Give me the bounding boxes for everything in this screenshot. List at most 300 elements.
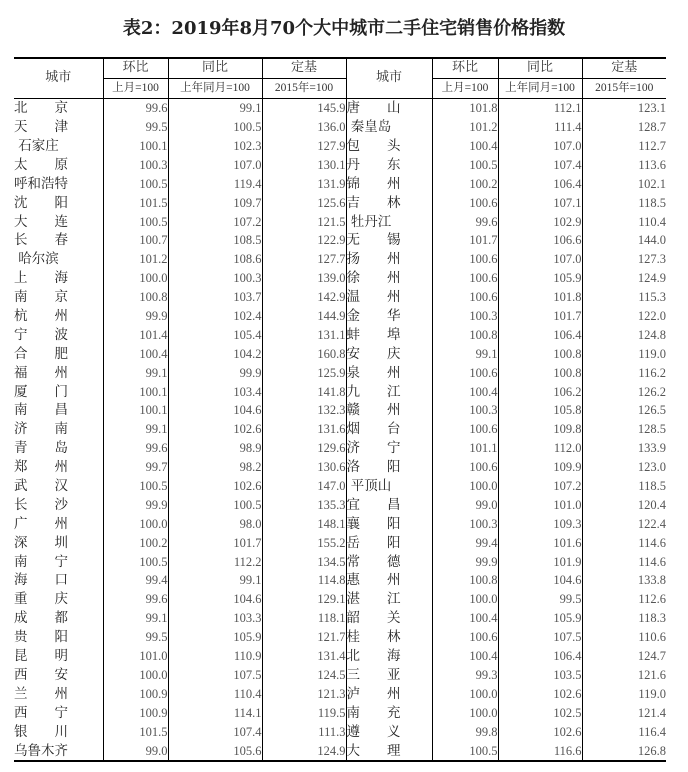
city-name-right: 吉 林 [346,193,432,212]
fixed-value-left: 136.0 [262,118,346,137]
price-index-table [14,57,666,762]
table-row [14,571,666,590]
mom-value-right: 99.3 [432,666,498,685]
city-name-right: 泸 州 [346,684,432,703]
fixed-value-left: 155.2 [262,533,346,552]
header-city-right: 城市 [346,58,432,98]
yoy-value-right: 101.8 [498,288,582,307]
fixed-value-right: 126.8 [582,741,666,761]
table-row [14,250,666,269]
yoy-value-left: 102.3 [168,137,262,156]
mom-value-right: 100.3 [432,401,498,420]
yoy-value-right: 106.4 [498,647,582,666]
header-mom-base-right: 上月=100 [432,78,498,98]
header-fixed-base-right: 2015年=100 [582,78,666,98]
city-name-right: 唐 山 [346,98,432,117]
yoy-value-left: 103.3 [168,609,262,628]
fixed-value-right: 116.2 [582,363,666,382]
table-row [14,212,666,231]
yoy-value-right: 116.6 [498,741,582,761]
yoy-value-left: 103.7 [168,288,262,307]
city-name-left: 昆 明 [14,648,68,665]
fixed-value-right: 123.1 [582,98,666,117]
yoy-value-right: 104.6 [498,571,582,590]
city-name-right: 徐 州 [346,269,432,288]
yoy-value-right: 101.6 [498,533,582,552]
mom-value-left: 100.0 [103,269,168,288]
yoy-value-left: 100.5 [168,118,262,137]
mom-value-right: 100.4 [432,609,498,628]
yoy-value-right: 109.8 [498,420,582,439]
fixed-value-left: 145.9 [262,98,346,117]
city-name-right: 丹 东 [346,155,432,174]
mom-value-left: 101.5 [103,722,168,741]
city-name-left: 哈尔滨 [14,251,59,268]
yoy-value-left: 112.2 [168,552,262,571]
mom-value-left: 101.5 [103,193,168,212]
city-name-right: 牡丹江 [346,212,432,231]
mom-value-right: 101.2 [432,118,498,137]
city-name-left: 成 都 [14,610,68,627]
mom-value-right: 99.6 [432,212,498,231]
fixed-value-left: 134.5 [262,552,346,571]
fixed-value-left: 124.5 [262,666,346,685]
city-name-left: 郑 州 [14,459,68,476]
fixed-value-left: 111.3 [262,722,346,741]
fixed-value-left: 131.1 [262,325,346,344]
city-name-left: 福 州 [14,364,68,381]
mom-value-left: 100.2 [103,533,168,552]
city-name-left: 南 京 [14,289,68,306]
yoy-value-left: 107.4 [168,722,262,741]
mom-value-left: 99.4 [103,571,168,590]
header-mom-left: 环比 [103,58,168,78]
city-name-right: 平顶山 [346,477,432,496]
yoy-value-left: 102.6 [168,420,262,439]
mom-value-right: 100.6 [432,250,498,269]
city-name-left: 大 连 [14,213,68,230]
mom-value-right: 100.3 [432,514,498,533]
yoy-value-right: 107.1 [498,193,582,212]
city-name-right: 湛 江 [346,590,432,609]
mom-value-right: 101.1 [432,439,498,458]
mom-value-right: 100.2 [432,174,498,193]
mom-value-left: 99.7 [103,458,168,477]
yoy-value-right: 105.8 [498,401,582,420]
mom-value-left: 99.1 [103,363,168,382]
fixed-value-left: 118.1 [262,609,346,628]
yoy-value-left: 98.2 [168,458,262,477]
mom-value-right: 99.9 [432,552,498,571]
mom-value-left: 100.3 [103,155,168,174]
yoy-value-left: 100.3 [168,269,262,288]
mom-value-right: 100.6 [432,420,498,439]
table-row [14,552,666,571]
table-row [14,647,666,666]
yoy-value-right: 107.0 [498,250,582,269]
table-row [14,401,666,420]
mom-value-right: 100.5 [432,155,498,174]
mom-value-right: 100.4 [432,647,498,666]
city-name-right: 温 州 [346,288,432,307]
yoy-value-left: 107.2 [168,212,262,231]
yoy-value-left: 104.6 [168,401,262,420]
mom-value-left: 100.0 [103,666,168,685]
table-row [14,684,666,703]
city-name-left: 青 岛 [14,440,68,457]
yoy-value-right: 100.8 [498,344,582,363]
fixed-value-right: 110.4 [582,212,666,231]
table-row [14,495,666,514]
yoy-value-right: 106.6 [498,231,582,250]
fixed-value-left: 139.0 [262,269,346,288]
city-name-right: 包 头 [346,137,432,156]
city-name-left: 长 春 [14,232,68,249]
yoy-value-left: 103.4 [168,382,262,401]
yoy-value-right: 102.9 [498,212,582,231]
yoy-value-right: 106.2 [498,382,582,401]
fixed-value-left: 144.9 [262,307,346,326]
table-row [14,231,666,250]
table-row [14,325,666,344]
mom-value-left: 100.7 [103,231,168,250]
fixed-value-left: 127.7 [262,250,346,269]
mom-value-left: 100.5 [103,174,168,193]
fixed-value-left: 121.5 [262,212,346,231]
city-name-right: 南 充 [346,703,432,722]
table-row [14,703,666,722]
mom-value-right: 101.8 [432,98,498,117]
mom-value-left: 100.5 [103,477,168,496]
mom-value-left: 100.5 [103,552,168,571]
table-row [14,590,666,609]
city-name-left: 深 圳 [14,534,68,551]
mom-value-right: 100.6 [432,628,498,647]
city-name-left: 海 口 [14,572,68,589]
mom-value-left: 101.4 [103,325,168,344]
mom-value-right: 99.1 [432,344,498,363]
mom-value-right: 100.8 [432,571,498,590]
yoy-value-left: 110.4 [168,684,262,703]
header-yoy-left: 同比 [168,58,262,78]
table-row [14,420,666,439]
yoy-value-right: 102.6 [498,722,582,741]
yoy-value-right: 106.4 [498,325,582,344]
yoy-value-left: 107.0 [168,155,262,174]
fixed-value-left: 147.0 [262,477,346,496]
city-name-right: 蚌 埠 [346,325,432,344]
fixed-value-right: 114.6 [582,533,666,552]
yoy-value-right: 102.6 [498,684,582,703]
mom-value-left: 101.0 [103,647,168,666]
city-name-left: 兰 州 [14,685,68,702]
yoy-value-right: 111.4 [498,118,582,137]
city-name-left: 天 津 [14,119,68,136]
city-name-right: 扬 州 [346,250,432,269]
city-name-left: 沈 阳 [14,194,68,211]
fixed-value-right: 119.0 [582,684,666,703]
mom-value-left: 99.6 [103,590,168,609]
city-name-right: 大 理 [346,741,432,761]
city-name-right: 安 庆 [346,344,432,363]
yoy-value-right: 107.2 [498,477,582,496]
city-name-right: 常 德 [346,552,432,571]
mom-value-left: 100.1 [103,382,168,401]
fixed-value-left: 130.1 [262,155,346,174]
fixed-value-right: 124.8 [582,325,666,344]
mom-value-left: 99.6 [103,98,168,117]
fixed-value-right: 115.3 [582,288,666,307]
yoy-value-left: 98.0 [168,514,262,533]
mom-value-right: 100.3 [432,307,498,326]
yoy-value-left: 99.9 [168,363,262,382]
fixed-value-right: 112.7 [582,137,666,156]
fixed-value-right: 122.4 [582,514,666,533]
city-name-right: 锦 州 [346,174,432,193]
mom-value-right: 100.6 [432,363,498,382]
fixed-value-left: 131.4 [262,647,346,666]
city-name-right: 北 海 [346,647,432,666]
city-name-left: 合 肥 [14,345,68,362]
mom-value-left: 100.4 [103,344,168,363]
fixed-value-right: 118.5 [582,193,666,212]
mom-value-left: 100.0 [103,514,168,533]
city-name-left: 杭 州 [14,308,68,325]
city-name-right: 金 华 [346,307,432,326]
table-row [14,174,666,193]
mom-value-right: 100.8 [432,325,498,344]
mom-value-right: 100.0 [432,477,498,496]
city-name-left: 呼和浩特 [14,175,68,192]
header-row-2 [14,78,666,98]
table-row [14,628,666,647]
fixed-value-right: 133.8 [582,571,666,590]
mom-value-right: 100.5 [432,741,498,761]
city-name-right: 三 亚 [346,666,432,685]
mom-value-right: 100.4 [432,382,498,401]
city-name-left: 北 京 [14,100,68,117]
city-name-right: 桂 林 [346,628,432,647]
table-row [14,439,666,458]
table-row [14,118,666,137]
mom-value-left: 99.9 [103,495,168,514]
yoy-value-left: 99.1 [168,98,262,117]
fixed-value-left: 119.5 [262,703,346,722]
yoy-value-right: 107.5 [498,628,582,647]
city-name-right: 洛 阳 [346,458,432,477]
yoy-value-left: 110.9 [168,647,262,666]
yoy-value-left: 119.4 [168,174,262,193]
mom-value-right: 100.6 [432,288,498,307]
table-row [14,288,666,307]
mom-value-left: 100.5 [103,212,168,231]
city-name-right: 襄 阳 [346,514,432,533]
yoy-value-left: 105.9 [168,628,262,647]
mom-value-left: 100.9 [103,703,168,722]
fixed-value-right: 113.6 [582,155,666,174]
mom-value-right: 100.6 [432,269,498,288]
city-name-left: 宁 波 [14,326,68,343]
yoy-value-right: 107.4 [498,155,582,174]
yoy-value-left: 105.6 [168,741,262,761]
fixed-value-right: 126.2 [582,382,666,401]
fixed-value-left: 135.3 [262,495,346,514]
fixed-value-right: 123.0 [582,458,666,477]
fixed-value-left: 142.9 [262,288,346,307]
fixed-value-left: 131.9 [262,174,346,193]
mom-value-right: 99.0 [432,495,498,514]
fixed-value-left: 125.6 [262,193,346,212]
yoy-value-right: 99.5 [498,590,582,609]
yoy-value-right: 106.4 [498,174,582,193]
yoy-value-right: 105.9 [498,269,582,288]
mom-value-left: 100.1 [103,137,168,156]
fixed-value-left: 148.1 [262,514,346,533]
city-name-right: 无 锡 [346,231,432,250]
city-name-left: 广 州 [14,515,68,532]
table-row [14,307,666,326]
mom-value-right: 99.8 [432,722,498,741]
fixed-value-right: 124.7 [582,647,666,666]
header-fixed-left: 定基 [262,58,346,78]
table-row [14,344,666,363]
yoy-value-right: 101.7 [498,307,582,326]
mom-value-right: 100.6 [432,193,498,212]
city-name-right: 韶 关 [346,609,432,628]
fixed-value-right: 114.6 [582,552,666,571]
mom-value-right: 99.4 [432,533,498,552]
table-row [14,155,666,174]
fixed-value-right: 118.3 [582,609,666,628]
mom-value-left: 99.1 [103,420,168,439]
city-name-right: 济 宁 [346,439,432,458]
city-name-right: 遵 义 [346,722,432,741]
table-row [14,741,666,761]
yoy-value-left: 107.5 [168,666,262,685]
mom-value-left: 100.1 [103,401,168,420]
fixed-value-left: 114.8 [262,571,346,590]
table-row [14,382,666,401]
header-yoy-right: 同比 [498,58,582,78]
yoy-value-left: 100.5 [168,495,262,514]
city-name-left: 重 庆 [14,591,68,608]
city-name-right: 秦皇岛 [346,118,432,137]
mom-value-left: 99.5 [103,118,168,137]
header-mom-right: 环比 [432,58,498,78]
yoy-value-left: 102.6 [168,477,262,496]
fixed-value-left: 129.6 [262,439,346,458]
yoy-value-left: 102.4 [168,307,262,326]
fixed-value-left: 132.3 [262,401,346,420]
yoy-value-left: 104.2 [168,344,262,363]
city-name-left: 厦 门 [14,383,68,400]
fixed-value-left: 121.7 [262,628,346,647]
fixed-value-right: 116.4 [582,722,666,741]
yoy-value-right: 102.5 [498,703,582,722]
table-row [14,458,666,477]
table-row [14,193,666,212]
table-row [14,609,666,628]
fixed-value-right: 133.9 [582,439,666,458]
fixed-value-left: 121.3 [262,684,346,703]
city-name-left: 长 沙 [14,496,68,513]
mom-value-left: 99.9 [103,307,168,326]
yoy-value-left: 101.7 [168,533,262,552]
yoy-value-right: 100.8 [498,363,582,382]
fixed-value-right: 127.3 [582,250,666,269]
table-row [14,98,666,117]
yoy-value-right: 107.0 [498,137,582,156]
city-name-right: 烟 台 [346,420,432,439]
fixed-value-left: 127.9 [262,137,346,156]
fixed-value-right: 120.4 [582,495,666,514]
city-name-left: 银 川 [14,723,68,740]
fixed-value-right: 126.5 [582,401,666,420]
fixed-value-right: 128.7 [582,118,666,137]
mom-value-right: 101.7 [432,231,498,250]
header-yoy-base-right: 上年同月=100 [498,78,582,98]
city-name-left: 西 安 [14,666,68,683]
yoy-value-left: 98.9 [168,439,262,458]
fixed-value-left: 141.8 [262,382,346,401]
city-name-left: 太 原 [14,156,68,173]
fixed-value-right: 121.4 [582,703,666,722]
city-name-left: 武 汉 [14,478,68,495]
city-name-left: 南 昌 [14,402,68,419]
table-row [14,533,666,552]
mom-value-left: 100.8 [103,288,168,307]
mom-value-left: 101.2 [103,250,168,269]
mom-value-right: 100.6 [432,458,498,477]
city-name-left: 南 宁 [14,553,68,570]
header-yoy-base-left: 上年同月=100 [168,78,262,98]
city-name-left: 乌鲁木齐 [14,742,68,759]
yoy-value-left: 108.6 [168,250,262,269]
table-row [14,269,666,288]
table-row [14,137,666,156]
table-body [14,98,666,761]
fixed-value-left: 130.6 [262,458,346,477]
city-name-left: 济 南 [14,421,68,438]
city-name-right: 岳 阳 [346,533,432,552]
header-mom-base-left: 上月=100 [103,78,168,98]
city-name-right: 惠 州 [346,571,432,590]
city-name-left: 上 海 [14,270,68,287]
yoy-value-right: 103.5 [498,666,582,685]
fixed-value-left: 131.6 [262,420,346,439]
header-city-left: 城市 [14,58,103,98]
fixed-value-left: 129.1 [262,590,346,609]
city-name-right: 赣 州 [346,401,432,420]
city-name-right: 宜 昌 [346,495,432,514]
yoy-value-left: 99.1 [168,571,262,590]
fixed-value-left: 125.9 [262,363,346,382]
yoy-value-left: 104.6 [168,590,262,609]
table-row [14,514,666,533]
fixed-value-right: 102.1 [582,174,666,193]
mom-value-right: 100.0 [432,684,498,703]
fixed-value-left: 160.8 [262,344,346,363]
yoy-value-right: 109.9 [498,458,582,477]
yoy-value-left: 109.7 [168,193,262,212]
fixed-value-right: 121.6 [582,666,666,685]
fixed-value-right: 128.5 [582,420,666,439]
city-name-right: 泉 州 [346,363,432,382]
fixed-value-right: 110.6 [582,628,666,647]
table-row [14,477,666,496]
mom-value-right: 100.4 [432,137,498,156]
header-row-1 [14,58,666,78]
